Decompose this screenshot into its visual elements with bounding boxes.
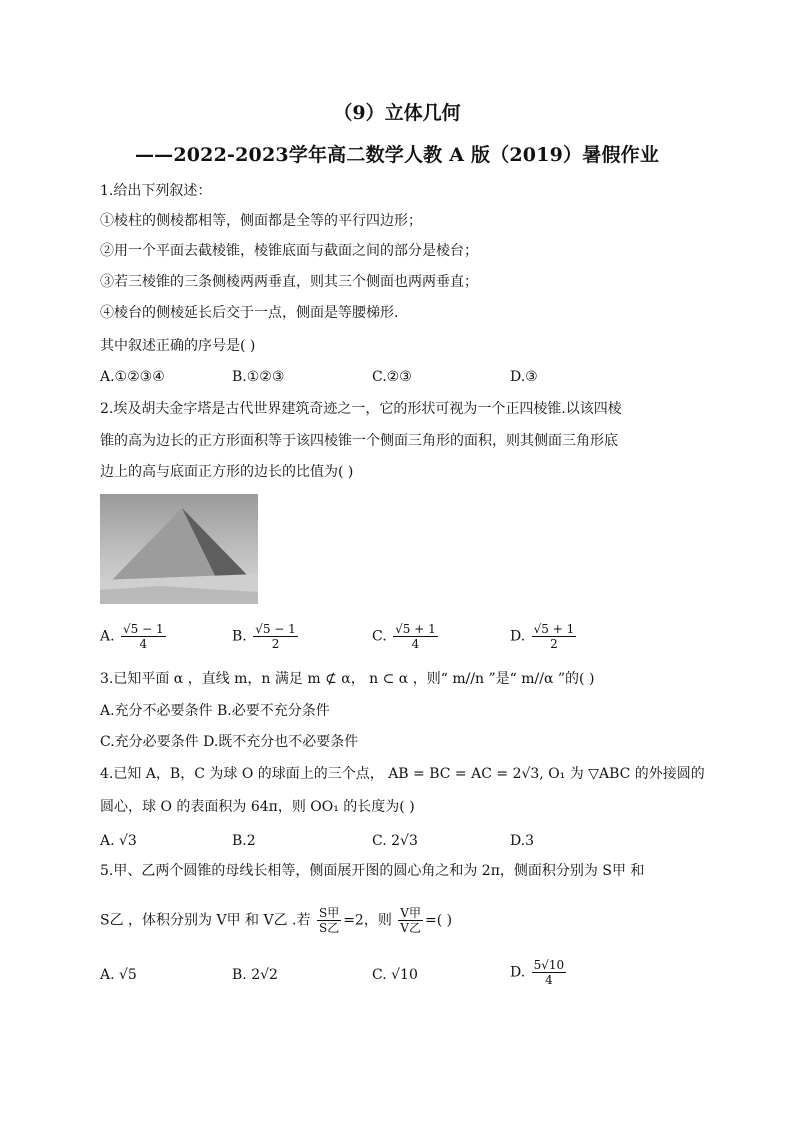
q5-line-2-part-b: =2，则 — [343, 912, 392, 929]
q5-area-ratio-numerator: S甲 — [318, 906, 340, 920]
page-subtitle: ——2022-2023学年高二数学人教 A 版（2019）暑假作业 — [134, 144, 660, 166]
q2-option-b-denominator: 2 — [271, 637, 280, 651]
q2-option-d-fraction — [532, 622, 577, 651]
q2-line-1: 2.埃及胡夫金字塔是古代世界建筑奇迹之一，它的形状可视为一个正四棱锥.以该四棱 — [100, 401, 622, 417]
q2-option-b-fraction — [253, 622, 298, 651]
q4-option-a: A. √3 — [100, 833, 137, 849]
q3-options-ab: A.充分不必要条件 B.必要不充分条件 — [100, 703, 330, 719]
q3-options-cd: C.充分必要条件 D.既不充分也不必要条件 — [100, 734, 359, 750]
q5-option-d-numerator: 5√10 — [533, 958, 565, 972]
q4-option-b: B.2 — [232, 833, 256, 849]
q5-option-d-fraction — [532, 958, 567, 987]
q1-stem: 1.给出下列叙述： — [100, 183, 212, 199]
q4-option-d: D.3 — [510, 833, 535, 849]
q2-option-a-label: A. — [100, 628, 115, 645]
q4-line-1: 4.已知 A，B，C 为球 O 的球面上的三个点， AB = BC = AC = 2√3, O₁ 为 ▽ABC 的外接圆的 — [100, 766, 705, 782]
q1-option-c: C.②③ — [372, 369, 412, 385]
q2-option-a — [100, 622, 168, 651]
q4-option-c: C. 2√3 — [372, 833, 418, 849]
q2-option-c-numerator: √5 + 1 — [395, 622, 436, 636]
q2-option-d-numerator: √5 + 1 — [533, 622, 575, 636]
pyramid-photo — [100, 494, 258, 604]
q1-statement-2: ②用一个平面去截棱锥，棱锥底面与截面之间的部分是棱台； — [100, 243, 478, 259]
q5-option-d-label: D. — [510, 964, 526, 981]
q2-option-b-label: B. — [232, 628, 247, 645]
q2-line-2: 锥的高为边长的正方形面积等于该四棱锥一个侧面三角形的面积，则其侧面三角形底 — [100, 433, 618, 449]
q1-option-b: B.①②③ — [232, 369, 285, 385]
page-title: （9）立体几何 — [333, 102, 461, 124]
q2-option-c — [372, 622, 440, 651]
q1-statement-3: ③若三棱锥的三条侧棱两两垂直，则其三个侧面也两两垂直； — [100, 274, 478, 290]
q2-option-c-denominator: 4 — [411, 637, 420, 651]
q2-option-a-denominator: 4 — [139, 637, 148, 651]
q2-option-d-denominator: 2 — [550, 637, 558, 651]
q2-option-c-label: C. — [372, 628, 387, 645]
q5-line-2 — [100, 906, 452, 935]
q5-option-c: C. √10 — [372, 967, 418, 983]
q5-volume-ratio-numerator: V甲 — [400, 906, 421, 920]
q1-question: 其中叙述正确的序号是( ) — [100, 338, 256, 354]
q1-option-a: A.①②③④ — [100, 369, 165, 385]
q5-area-ratio — [317, 906, 341, 935]
q5-volume-ratio — [398, 906, 423, 935]
q1-statement-1: ①棱柱的侧棱都相等，侧面都是全等的平行四边形； — [100, 213, 422, 229]
q2-option-c-fraction — [393, 622, 438, 651]
q5-area-ratio-denominator: S乙 — [318, 921, 340, 935]
q1-option-d: D.③ — [510, 369, 538, 385]
q4-line-2: 圆心，球 O 的表面积为 64π，则 OO₁ 的长度为( ) — [100, 799, 415, 815]
q5-option-a: A. √5 — [100, 967, 137, 983]
q5-option-d-denominator: 4 — [545, 973, 553, 987]
q5-option-b: B. 2√2 — [232, 967, 278, 983]
q5-option-d — [510, 958, 568, 987]
q2-option-a-numerator: √5 − 1 — [123, 622, 164, 636]
q5-volume-ratio-denominator: V乙 — [400, 921, 421, 935]
q2-option-d-label: D. — [510, 628, 526, 645]
q5-line-2-part-c: =( ) — [424, 912, 453, 929]
q2-line-3: 边上的高与底面正方形的边长的比值为( ) — [100, 464, 354, 480]
q2-option-d — [510, 622, 578, 651]
q5-line-1: 5.甲、乙两个圆锥的母线长相等，侧面展开图的圆心角之和为 2π，侧面积分别为 S甲 和 — [100, 863, 645, 879]
q5-line-2-part-a: S乙 ，体积分别为 V甲 和 V乙 .若 — [100, 912, 311, 929]
q1-statement-4: ④棱台的侧棱延长后交于一点，侧面是等腰梯形. — [100, 305, 399, 321]
q2-option-b — [232, 622, 300, 651]
q2-option-b-numerator: √5 − 1 — [255, 622, 296, 636]
q2-option-a-fraction — [121, 622, 166, 651]
q3-stem: 3.已知平面 α ，直线 m，n 满足 m ⊄ α， n ⊂ α ，则“ m//n ”是“ m//α ”的( ) — [100, 671, 595, 687]
